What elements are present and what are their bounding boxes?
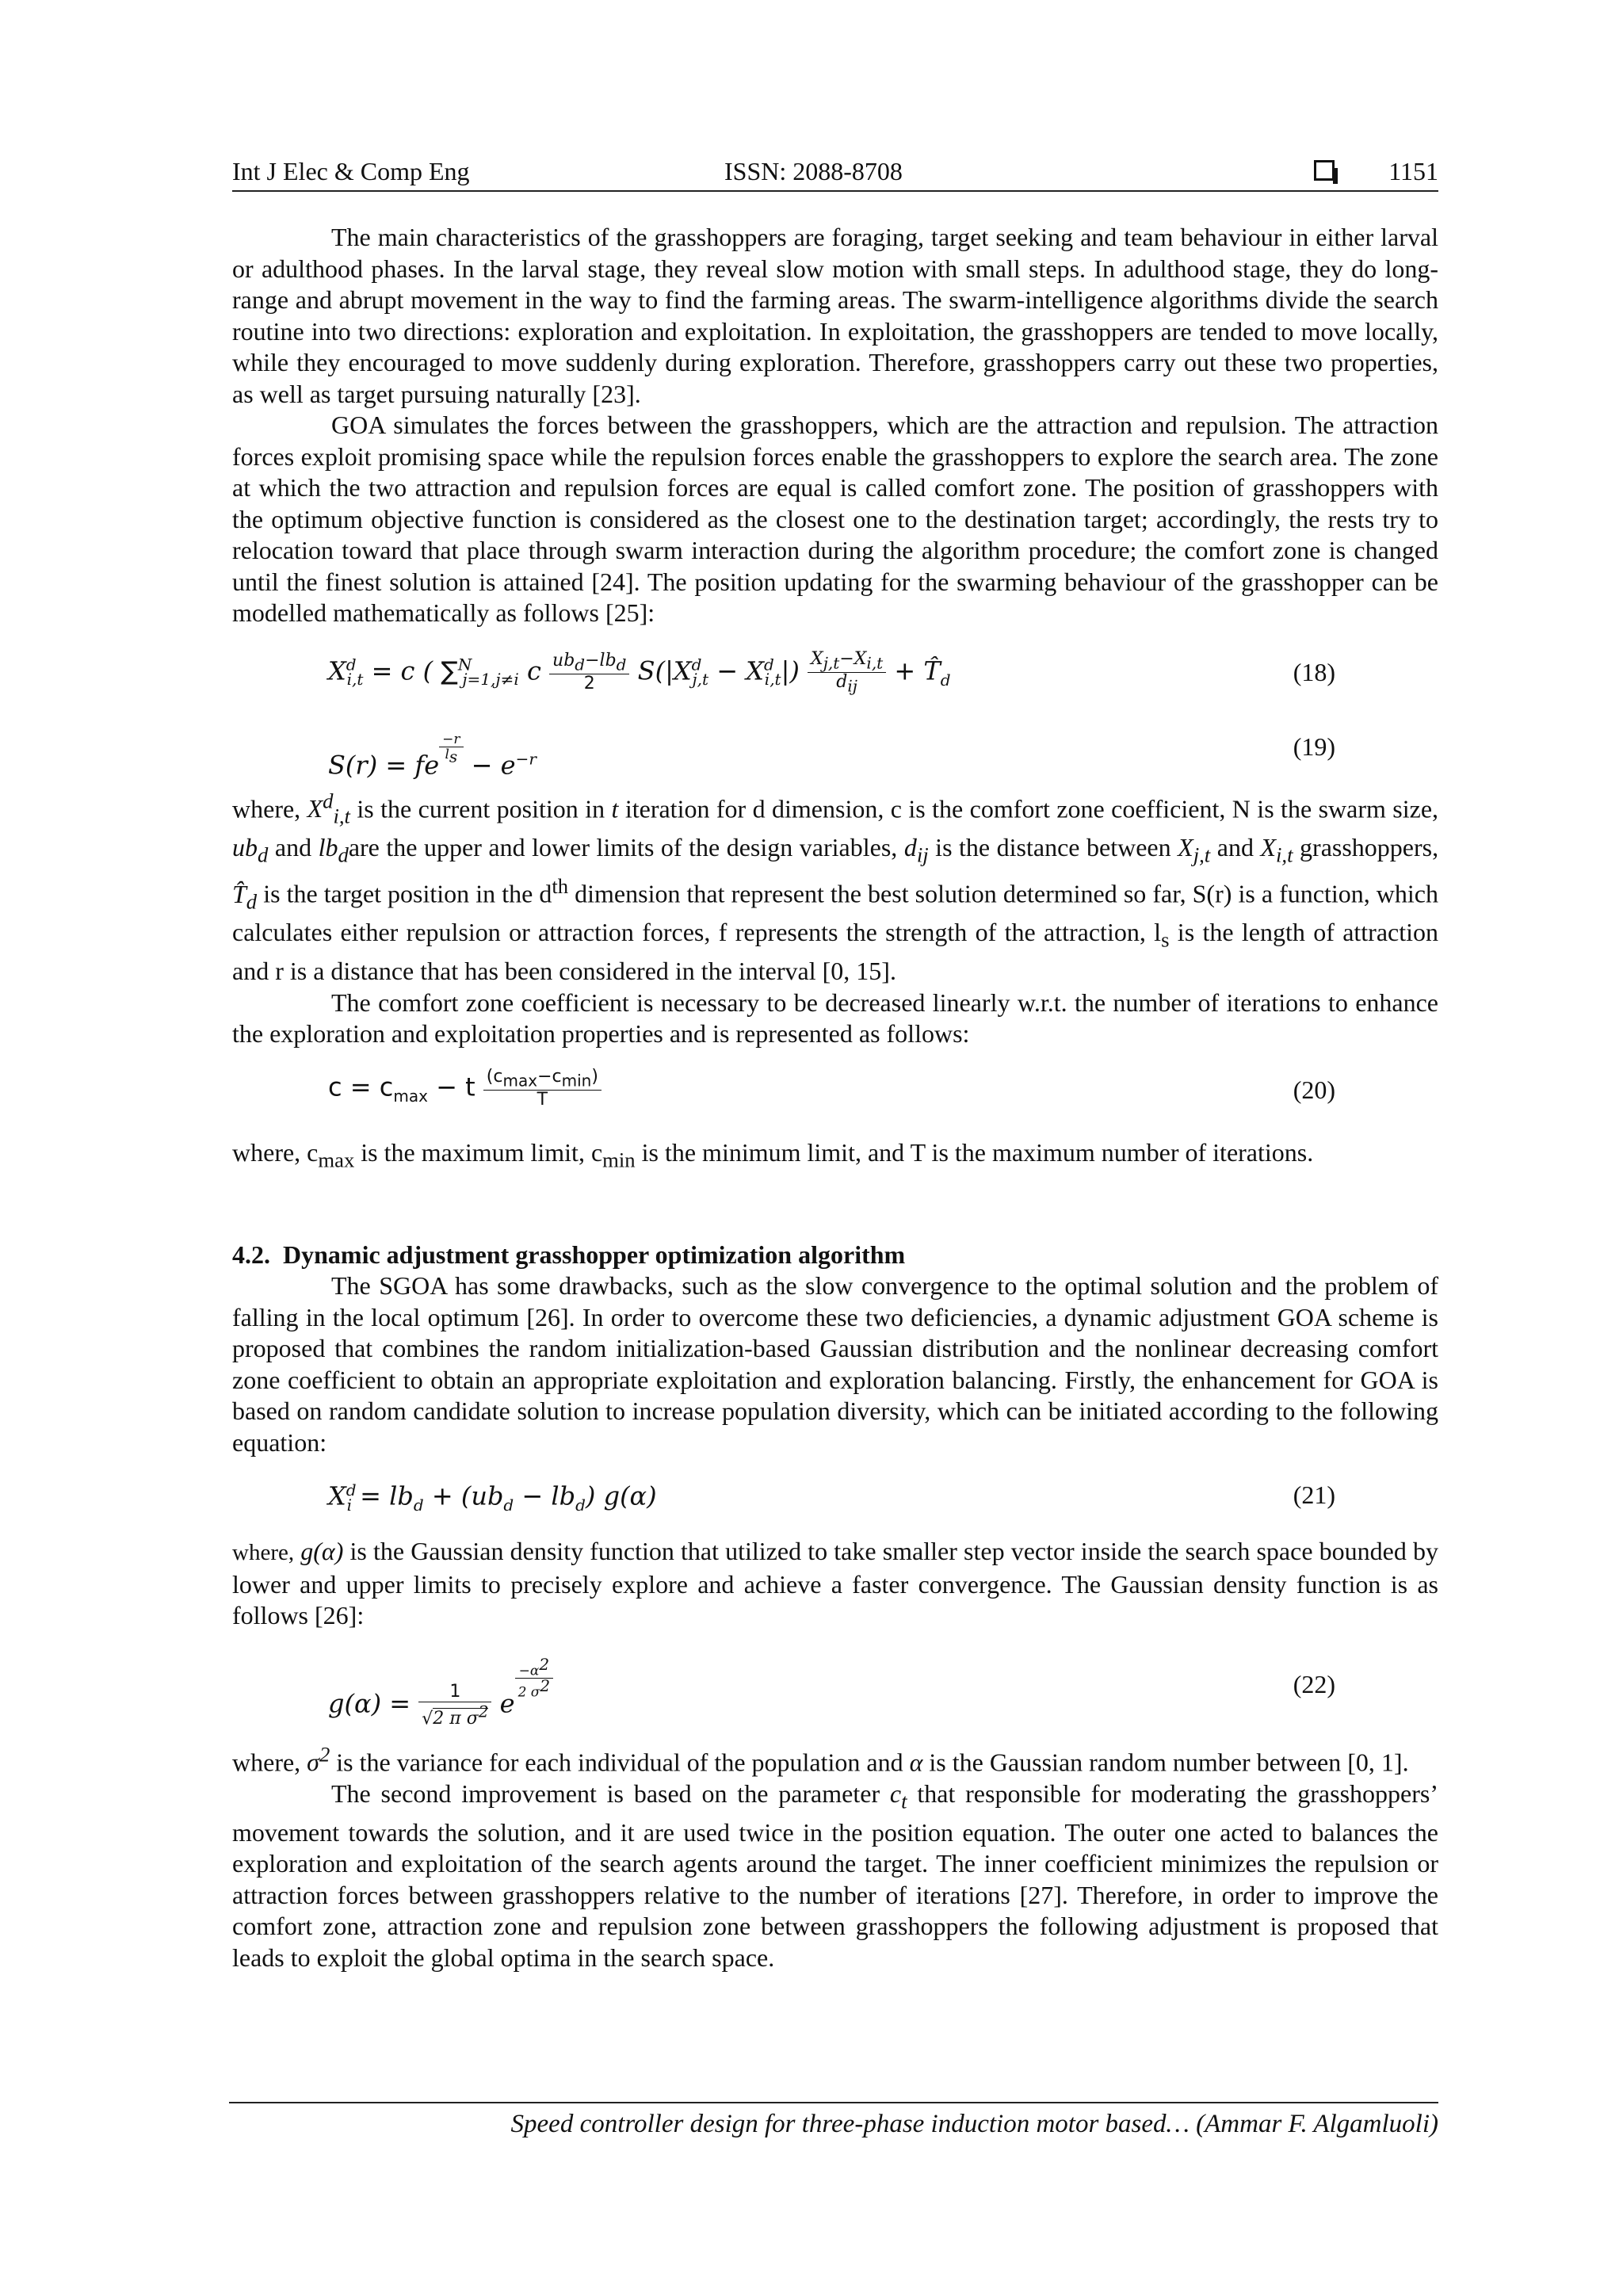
paragraph-5: where, $c_{max}$ is the maximum limit, $c_{min}$ is the minimum limit, and T is the maximum number of iterations. [232, 1137, 1314, 1172]
paragraph-3: where, $X^d_{i,t}$ is the current position in t iteration for d dimension, c is the comfort zone coefficient, N is the swarm size, $ub_d$ and $lb_dare$ the upper and lower limits of the design variables, $d_{ij}$ is the distance between $X_{j,t}$ and $X_{i,t}$ grasshoppers, $T̂_d$ is the target position in the $d^{th}$ dimension that represent the best solution determined so far, S(r) is a function, which calculates either repulsion or attraction forces, f represents the strength of the attraction, $l_s$ is the length of attraction and r is a distance that has been considered in the interval [0, 15]. [232, 789, 1439, 986]
equation-21-number: (21) [1293, 1480, 1335, 1510]
equation-21 [232, 1474, 1438, 1522]
equation-19-formula: S(r) = fe $^{\frac{-r}{l_s}}$ − $e^{-r}$ [328, 731, 537, 780]
equation-21-formula: $X^d_i = lb_d + (ub_d - lb_d)$ g(α) [328, 1480, 657, 1515]
equation-19 [232, 726, 1438, 780]
page-footer [229, 2102, 1438, 2138]
equation-20-formula: $c = c_{max} - t$ $\frac{(c_{max}-c_{min})}{T}$ [328, 1068, 601, 1110]
paragraph-7: where, g(α) is the Gaussian density function that utilized to take smaller step vector inside the search space bounded by lower and upper limits to precisely explore and achieve a faster convergence. The Gaussian density function is as follows [26]: [232, 1537, 1439, 1630]
footer-citation: Speed controller design for three-phase induction motor based… (Ammar F. Algamluoli) [510, 2110, 1438, 2138]
page-body [232, 222, 1438, 1973]
page-header [232, 155, 1438, 192]
equation-18-number: (18) [1293, 657, 1335, 686]
paragraph-1: The main characteristics of the grasshoppers are foraging, target seeking and team behaviour in either larval or adulthood phases. In the larval stage, they reveal slow motion with small steps. In adulthood stage, they do long-range and abrupt movement in the way to find the farming areas. The swarm-intelligence algorithms divide the search routine into two directions: exploration and exploitation. In exploitation, the grasshoppers are tended to move locally, while they encouraged to move suddenly during exploration. Therefore, grasshoppers carry out these two properties, as well as target pursuing naturally [23]. [232, 223, 1438, 408]
paragraph-9: The second improvement is based on the parameter $c_t$ that responsible for moderating the grasshoppers’ movement towards the solution, and it are used twice in the position equation. The outer one acted to balances the exploration and exploitation of the search agents around the target. The inner coefficient minimizes the repulsion or attraction forces between grasshoppers relative to the number of iterations [27]. Therefore, in order to improve the comfort zone, attraction zone and repulsion zone between grasshoppers the following adjustment is proposed that leads to exploit the global optima in the search space. [232, 1778, 1439, 1972]
section-heading: 4.2. Dynamic adjustment grasshopper optimization algorithm [232, 1240, 906, 1269]
square-bullet-icon [1314, 160, 1335, 181]
page-number: 1151 [1388, 157, 1438, 185]
paragraph-8: where, $\sigma^2$ is the variance for each individual of the population and α is the Gaussian random number between [0, 1]. [232, 1742, 1409, 1777]
equation-20-number: (20) [1293, 1075, 1335, 1104]
paragraph-6: The SGOA has some drawbacks, such as the slow convergence to the optimal solution and the problem of falling in the local optimum [26]. In order to overcome these two deficiencies, a dynamic adjustment GOA scheme is proposed that combines the random initialization-based Gaussian distribution and the nonlinear decreasing comfort zone coefficient to obtain an appropriate exploitation and exploration balancing. Firstly, the enhancement for GOA is based on random candidate solution to increase population diversity, which can be initiated according to the following equation: [232, 1271, 1438, 1457]
paragraph-4: The comfort zone coefficient is necessary to be decreased linearly w.r.t. the number of iterations to enhance the exploration and exploitation properties and is represented as follows: [232, 988, 1438, 1049]
equation-19-number: (19) [1293, 732, 1335, 761]
equation-18-formula: $X^d_{i,t} = c$ ( ∑$^N_{j=1,j\ne i}$ c $\frac{ub_d-lb_d}{2}$ $S(|X^d_{j,t} - X^d_{i,t}|)$ $\frac{X_{j,t}-X_{i,t}}{d_{ij}}$ + $T̂_d$ [328, 648, 951, 696]
equation-22-number: (22) [1293, 1669, 1335, 1698]
equation-18 [232, 645, 1438, 702]
equation-22-formula: g(α) = $\frac{1}{√2 \pi \sigma^2}$ e $^{\frac{-\alpha^2}{2 \sigma^2}}$ [328, 1657, 553, 1729]
issn: ISSN: 2088-8708 [724, 157, 903, 185]
paragraph-2: GOA simulates the forces between the grasshoppers, which are the attraction and repulsion. The attraction forces exploit promising space while the repulsion forces enable the grasshoppers to explore the search area. The zone at which the two attraction and repulsion forces are equal is called comfort zone. The position of grasshoppers with the optimum objective function is considered as the closest one to the destination target; accordingly, the rests try to relocation toward that place through swarm interaction during the algorithm procedure; the comfort zone is changed until the finest solution is attained [24]. The position updating for the swarming behaviour of the grasshopper can be modelled mathematically as follows [25]: [232, 411, 1438, 627]
equation-20 [232, 1066, 1438, 1121]
journal-name: Int J Elec & Comp Eng [232, 157, 470, 185]
equation-22 [232, 1654, 1438, 1729]
